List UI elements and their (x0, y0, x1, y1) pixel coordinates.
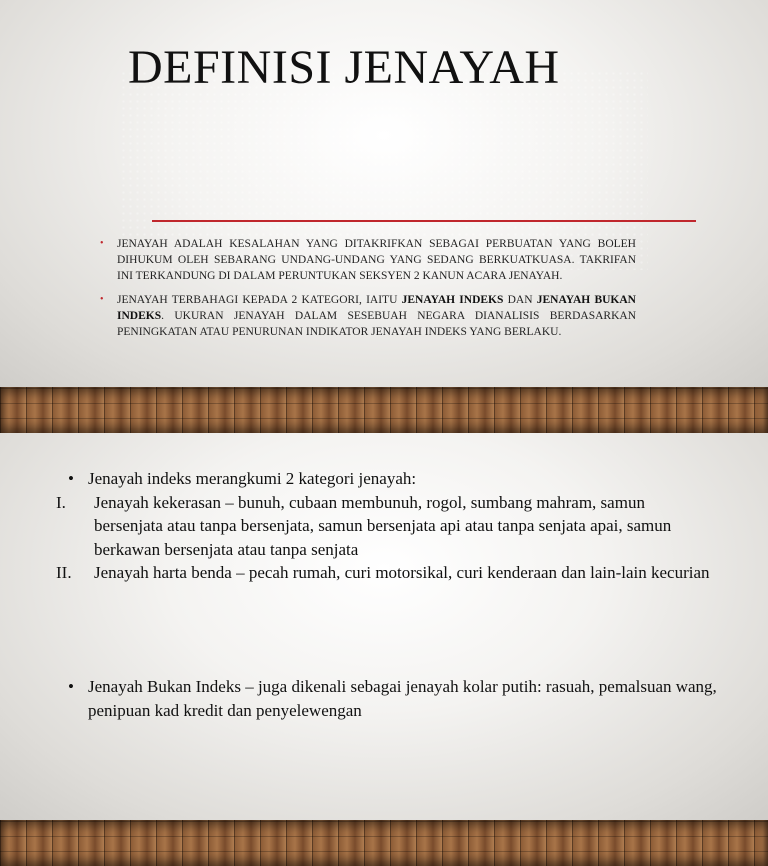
bullet-dot-icon: • (100, 238, 104, 249)
indeks-item-2 (56, 561, 718, 585)
slide-1 (0, 0, 768, 387)
indeks-item-2-text: Jenayah harta benda – pecah rumah, curi motorsikal, curi kenderaan dan lain-lain kecurian (94, 563, 710, 582)
category-text-2: DAN (503, 294, 537, 306)
roman-marker-1: I. (56, 492, 66, 512)
bukan-indeks-section (68, 675, 718, 722)
bukan-indeks-row (68, 675, 718, 722)
wood-floor-strip (0, 387, 768, 433)
bullet-dot-icon: • (68, 677, 74, 696)
slide-title: DEFINISI JENAYAH (128, 41, 560, 94)
bullet-dot-icon: • (68, 469, 74, 488)
indeks-item-1-text: Jenayah kekerasan – bunuh, cubaan membunuh, rogol, sumbang mahram, samun bersenjata atau tanpa bersenjata, samun bersenjata api atau tanpa senjata apai, samun berkawan bersenjata atau tanpa senjata (94, 492, 672, 559)
definition-bullet (100, 236, 636, 284)
category-text-1: JENAYAH TERBAHAGI KEPADA 2 KATEGORI, IAITU (117, 294, 402, 306)
indeks-intro: Jenayah indeks merangkumi 2 kategori jenayah: (88, 469, 417, 488)
definition-list (100, 236, 636, 348)
slide-2 (0, 433, 768, 820)
title-divider (152, 220, 696, 222)
category-text-3: . UKURAN JENAYAH DALAM SESEBUAH NEGARA DIANALISIS BERDASARKAN PENINGKATAN ATAU PENURUNAN INDIKATOR JENAYAH INDEKS YANG BERLAKU. (117, 310, 636, 338)
category-indeks: JENAYAH INDEKS (401, 294, 504, 306)
category-bullet (100, 292, 636, 340)
bullet-dot-icon: • (100, 294, 104, 305)
category-bukan-indeks: JENAYAH BUKAN INDEKS (117, 294, 636, 322)
roman-marker-2: II. (56, 563, 72, 582)
indeks-intro-row (68, 467, 718, 491)
indeks-section (56, 467, 718, 585)
bukan-indeks-text: Jenayah Bukan Indeks – juga dikenali sebagai jenayah kolar putih: rasuah, pemalsuan wang, penipuan kad kredit dan penyelewengan (88, 677, 717, 720)
indeks-item-1 (56, 491, 718, 562)
wood-floor-strip (0, 820, 768, 866)
definition-text: JENAYAH ADALAH KESALAHAN YANG DITAKRIFKAN SEBAGAI PERBUATAN YANG BOLEH DIHUKUM OLEH SEBARANG UNDANG-UNDANG YANG SEDANG BERKUATKUASA. TAKRIFAN INI TERKANDUNG DI DALAM PERUNTUKAN SEKSYEN 2 KANUN ACARA JENAYAH. (117, 238, 636, 282)
